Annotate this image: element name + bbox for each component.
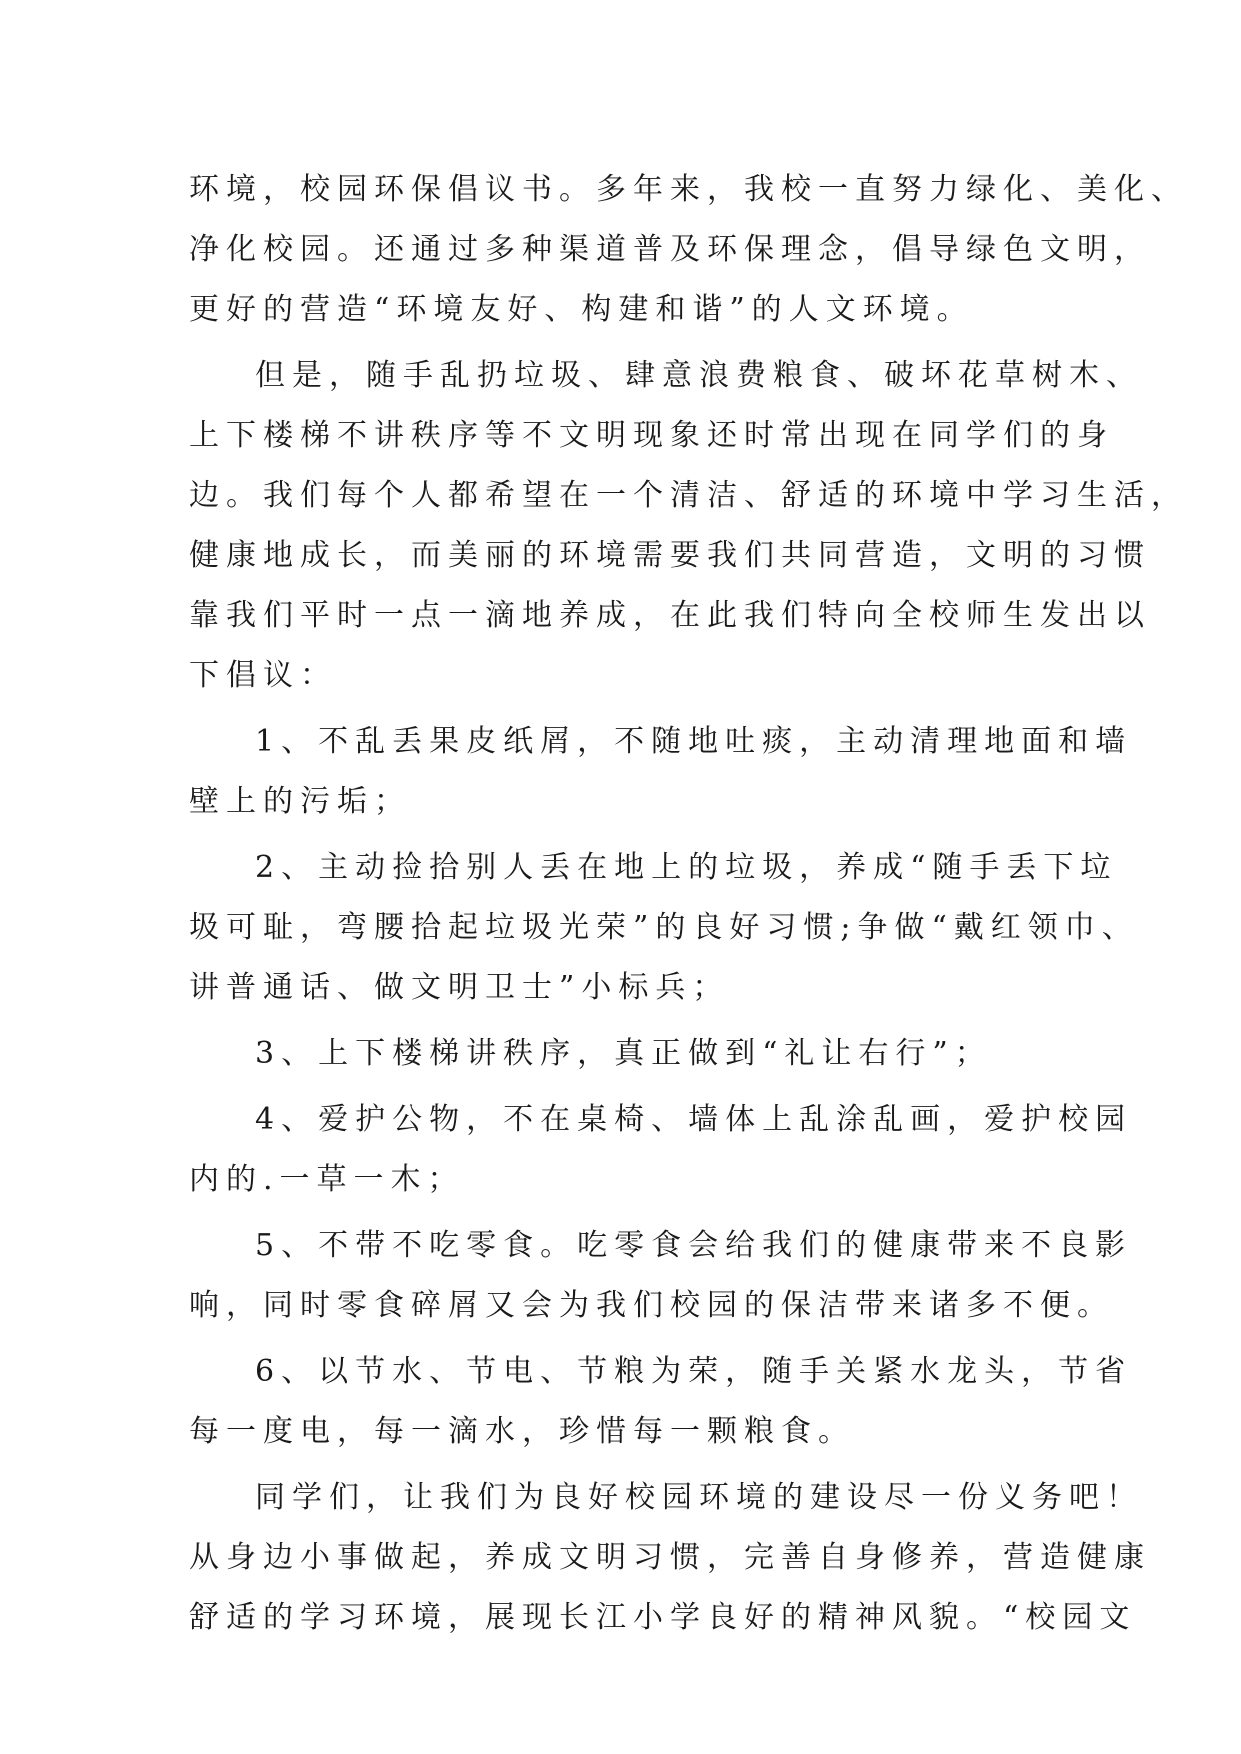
text-line: 但是，随手乱扔垃圾、肆意浪费粮食、破坏花草树木、	[255, 358, 1143, 393]
proposal-item-2	[189, 838, 1139, 1018]
text-line: 健康地成长，而美丽的环境需要我们共同营造，文明的习惯	[189, 538, 1151, 573]
paragraph-intro	[189, 160, 1188, 340]
text-line: 6、以节水、节电、节粮为荣，随手关紧水龙头，节省	[255, 1354, 1133, 1389]
text-line: 讲普通话、做文明卫士”小标兵；	[189, 970, 730, 1005]
document-body	[189, 160, 1188, 1648]
text-line: 1、不乱丢果皮纸屑，不随地吐痰，主动清理地面和墙	[255, 724, 1133, 759]
proposal-item-5	[189, 1216, 1133, 1336]
text-line: 5、不带不吃零食。吃零食会给我们的健康带来不良影	[255, 1228, 1133, 1263]
text-line: 边。我们每个人都希望在一个清洁、舒适的环境中学习生活，	[189, 478, 1188, 513]
text-line: 下倡议：	[189, 658, 337, 693]
text-line: 圾可耻，弯腰拾起垃圾光荣”的良好习惯;争做“戴红领巾、	[189, 910, 1139, 945]
text-line: 响，同时零食碎屑又会为我们校园的保洁带来诸多不便。	[189, 1288, 1114, 1323]
text-line: 上下楼梯不讲秩序等不文明现象还时常出现在同学们的身	[189, 418, 1114, 453]
text-line: 3、上下楼梯讲秩序，真正做到“礼让右行”；	[255, 1036, 992, 1071]
proposal-item-6	[189, 1342, 1133, 1462]
text-line: 从身边小事做起，养成文明习惯，完善自身修养，营造健康	[189, 1540, 1151, 1575]
proposal-item-1	[189, 712, 1133, 832]
text-line: 内的.一草一木；	[189, 1162, 465, 1197]
text-line: 更好的营造“环境友好、构建和谐”的人文环境。	[189, 292, 974, 327]
text-line: 4、爱护公物，不在桌椅、墙体上乱涂乱画，爱护校园	[255, 1102, 1133, 1137]
text-line: 2、主动捡拾别人丢在地上的垃圾，养成“随手丢下垃	[255, 850, 1118, 885]
text-line: 净化校园。还通过多种渠道普及环保理念，倡导绿色文明，	[189, 232, 1151, 267]
text-line: 环境，校园环保倡议书。多年来，我校一直努力绿化、美化、	[189, 172, 1188, 207]
proposal-item-3	[189, 1024, 1059, 1084]
paragraph-closing	[189, 1468, 1151, 1648]
text-line: 壁上的污垢；	[189, 784, 411, 819]
text-line: 每一度电，每一滴水，珍惜每一颗粮食。	[189, 1414, 855, 1449]
paragraph-problem	[189, 346, 1188, 706]
text-line: 舒适的学习环境，展现长江小学良好的精神风貌。“校园文	[189, 1600, 1137, 1635]
text-line: 靠我们平时一点一滴地养成，在此我们特向全校师生发出以	[189, 598, 1151, 633]
proposal-item-4	[189, 1090, 1133, 1210]
text-line: 同学们，让我们为良好校园环境的建设尽一份义务吧！	[255, 1480, 1143, 1515]
